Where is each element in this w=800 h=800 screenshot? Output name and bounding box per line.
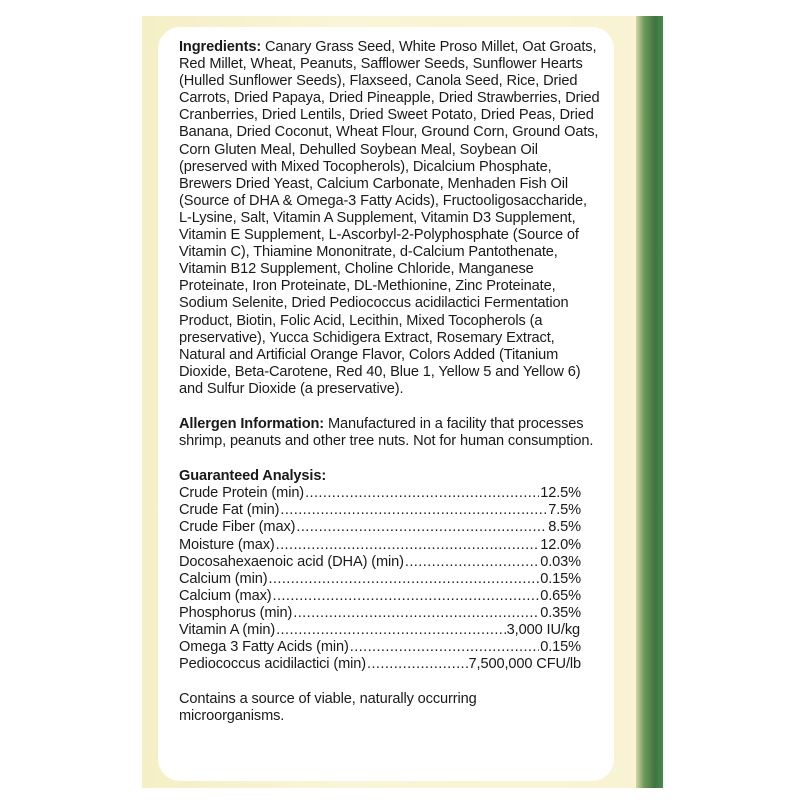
allergen-label: Allergen Information: [179, 415, 325, 432]
analysis-value: 7,500,000 CFU/lb [468, 656, 581, 673]
analysis-row [179, 537, 581, 554]
dot-leader [367, 656, 468, 673]
analysis-value: 8.5% [548, 519, 581, 536]
ingredients-label: Ingredients: [179, 39, 262, 55]
dot-leader [276, 537, 540, 554]
analysis-value: 0.65% [540, 587, 581, 604]
guaranteed-analysis-heading: Guaranteed Analysis: [179, 468, 327, 485]
analysis-row [179, 622, 580, 639]
ingredients-text: Canary Grass Seed, White Proso Millet, Oat Groats, Red Millet, Wheat, Peanuts, Safflower Seeds, Sunflower Hearts (Hulled Sunflower Seeds), Flaxseed, Canola Seed, Rice, Dried Carrots, Dried Papaya, Dried Pineapple, Dried Strawberries, Dried Cranberries, Dried Lentils, Dried Sweet Potato, Dried Peas, Dried Banana, Dried Coconut, Wheat Flour, Ground Corn, Ground Oats, Corn Gluten Meal, Dehulled Soybean Meal, Soybean Oil (preserved with Mixed Tocopherols), Dicalcium Phosphate, Brewers Dried Yeast, Calcium Carbonate, Menhaden Fish Oil (Source of DHA & Omega-3 Fatty Acids), Fructooligosaccharide, L-Lysine, Salt, Vitamin A Supplement, Vitamin D3 Supplement, Vitamin E Supplement, L-Ascorbyl-2-Polyphosphate (Source of Vitamin C), Thiamine Mononitrate, d-Calcium Pantothenate, Vitamin B12 Supplement, Choline Chloride, Manganese Proteinate, Iron Proteinate, DL-Methionine, Zinc Proteinate, Sodium Selenite, Dried Pediococcus acidilactici Fermentation Product, Biotin, Folic Acid, Lecithin, Mixed Tocopherols (a preservative), Yucca Schidigera Extract, Rosemary Extract, Natural and Artificial Orange Flavor, Colors Added (Titanium Dioxide, Beta-Carotene, Red 40, Blue 1, Yellow 5 and Yellow 6) and Sulfur Dioxide (a preservative). [179, 39, 600, 397]
analysis-name: Phosphorus (min) [179, 604, 293, 621]
analysis-row [179, 639, 581, 656]
analysis-value: 7.5% [548, 502, 581, 519]
analysis-row [179, 605, 581, 622]
analysis-row [179, 519, 581, 536]
dot-leader [405, 554, 539, 571]
package-green-stripe [636, 16, 663, 788]
dot-leader [293, 605, 539, 622]
analysis-row [179, 656, 581, 673]
analysis-name: Crude Fiber (max) [179, 519, 296, 536]
analysis-value: 0.03% [540, 553, 581, 570]
analysis-name: Crude Fat (min) [179, 502, 280, 519]
probiotic-note: Contains a source of viable, naturally occurring microorganisms. [179, 691, 477, 725]
analysis-row [179, 554, 581, 571]
analysis-value: 12.5% [540, 485, 581, 502]
analysis-row [179, 485, 581, 502]
analysis-name: Calcium (min) [179, 570, 268, 587]
analysis-name: Vitamin A (min) [179, 622, 276, 638]
analysis-row [179, 588, 581, 605]
dot-leader [268, 571, 539, 588]
guaranteed-analysis-list [179, 485, 581, 673]
dot-leader [305, 485, 539, 502]
analysis-value: 0.15% [540, 639, 581, 656]
dot-leader [350, 639, 539, 656]
dot-leader [276, 622, 506, 639]
analysis-value: 0.15% [540, 570, 581, 587]
analysis-row [179, 571, 581, 588]
allergen-text: Manufactured in a facility that processes shrimp, peanuts and other tree nuts. Not for human consumption. [179, 415, 594, 450]
analysis-name: Docosahexaenoic acid (DHA) (min) [179, 553, 404, 570]
analysis-value: 3,000 IU/kg [506, 622, 580, 638]
ingredients-paragraph [179, 39, 603, 398]
analysis-name: Crude Protein (min) [179, 485, 305, 502]
dot-leader [280, 502, 547, 519]
analysis-value: 12.0% [540, 536, 581, 553]
analysis-row [179, 502, 581, 519]
analysis-name: Calcium (max) [179, 587, 272, 604]
dot-leader [273, 588, 540, 605]
analysis-name: Omega 3 Fatty Acids (min) [179, 639, 349, 656]
analysis-name: Pediococcus acidilactici (min) [179, 656, 366, 673]
dot-leader [296, 519, 547, 536]
allergen-paragraph [179, 416, 599, 450]
analysis-name: Moisture (max) [179, 536, 275, 553]
nutrition-label-card [158, 27, 614, 781]
analysis-value: 0.35% [540, 604, 581, 621]
